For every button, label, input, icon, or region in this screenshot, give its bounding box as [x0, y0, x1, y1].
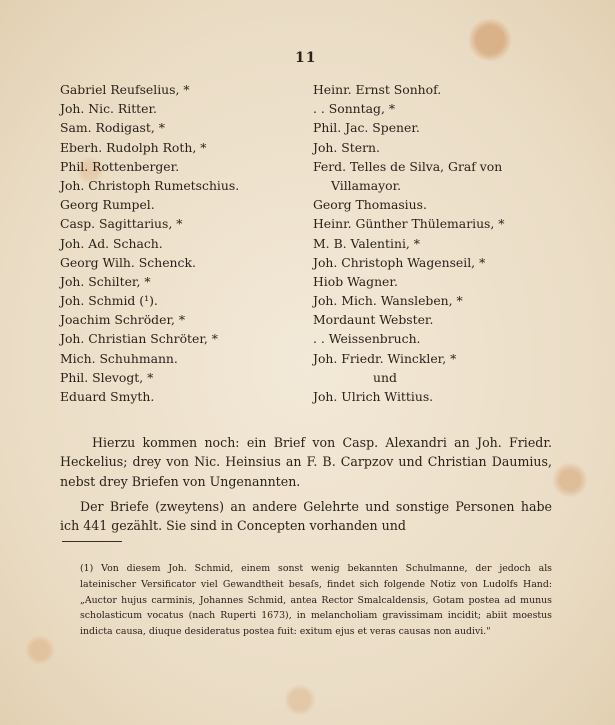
name-entry: Joh. Schilter, * [60, 273, 151, 289]
name-entry: Joh. Christoph Rumetschius. [60, 177, 240, 193]
name-entry: Hiob Wagner. [313, 273, 398, 289]
name-entry: M. B. Valentini, * [313, 235, 420, 251]
name-entry: Joh. Christian Schröter, * [60, 331, 218, 347]
name-entry: Gabriel Reufselius, * [60, 82, 190, 97]
name-entry: Sam. Rodigast, * [60, 120, 165, 136]
name-entry: Villamayor. [331, 177, 402, 193]
name-entry: Heinr. Ernst Sonhof. [313, 82, 442, 97]
name-entry: Casp. Sagittarius, * [60, 216, 183, 232]
page-number: 11 [295, 50, 317, 66]
name-entry: Joh. Christoph Wagenseil, * [313, 254, 486, 270]
name-entry: Georg Thomasius. [313, 197, 427, 213]
footnote-divider [62, 541, 122, 542]
name-entry: Eberh. Rudolph Roth, * [60, 139, 207, 155]
name-entry: Phil. Rottenberger. [60, 158, 180, 174]
name-entry: Georg Rumpel. [60, 197, 155, 213]
right-column [313, 80, 563, 406]
name-entry: Georg Wilh. Schenck. [60, 254, 196, 270]
footnote: (1) Von diesem Joh. Schmid, einem sonst wenig bekannten Schulmanne, der jedoch als lateinischer Versificator viel Gewandtheit besaſs, findet sich folgende Notiz von Ludolfs Hand: „Auctor hujus carminis, Johannes Schmid, antea Rector Smalcaldensis, Gotam postea ad munus scholasticum vocatus (nach Ruperti 1673), in melancholiam gravissimam incidit; abiit moestus indicta causa, diuque desideratus postea fuit: exitum ejus et veras causas non audivi." [80, 563, 552, 637]
paragraph-additional-letters: Hierzu kommen noch: ein Brief von Casp. Alexandri an Joh. Friedr. Heckelius; drey von Nic. Heinsius an F. B. Carpzov und Christian Daumius, nebst drey Briefen von Ungenannten. [60, 434, 552, 489]
name-entry: Phil. Jac. Spener. [313, 120, 420, 136]
name-entry: Joh. Ulrich Wittius. [313, 389, 434, 404]
paragraph-other-letters: Der Briefe (zweytens) an andere Gelehrte und sonstige Personen habe ich 441 gezählt. Sie sind in Concepten vorhanden und [60, 498, 552, 534]
left-column [60, 80, 305, 406]
name-entry: . . Sonntag, * [313, 101, 396, 117]
name-entry: Joh. Schmid (¹). [60, 293, 158, 309]
name-entry: Phil. Slevogt, * [60, 369, 154, 385]
name-entry: Mich. Schuhmann. [60, 350, 178, 366]
name-entry: Mordaunt Webster. [313, 312, 434, 328]
name-entry: Joh. Mich. Wansleben, * [313, 293, 463, 309]
name-entry: Joh. Ad. Schach. [60, 235, 163, 251]
name-entry: . . Weissenbruch. [313, 331, 421, 347]
name-entry: Joh. Friedr. Winckler, * [313, 350, 457, 366]
name-entry: Heinr. Günther Thülemarius, * [313, 216, 505, 232]
name-entry: Joh. Nic. Ritter. [60, 101, 157, 117]
name-entry: Eduard Smyth. [60, 389, 155, 404]
name-entry: Joh. Stern. [313, 139, 380, 155]
name-entry: Joachim Schröder, * [60, 312, 186, 328]
name-entry: und [373, 369, 397, 385]
name-entry: Ferd. Telles de Silva, Graf von [313, 158, 503, 174]
